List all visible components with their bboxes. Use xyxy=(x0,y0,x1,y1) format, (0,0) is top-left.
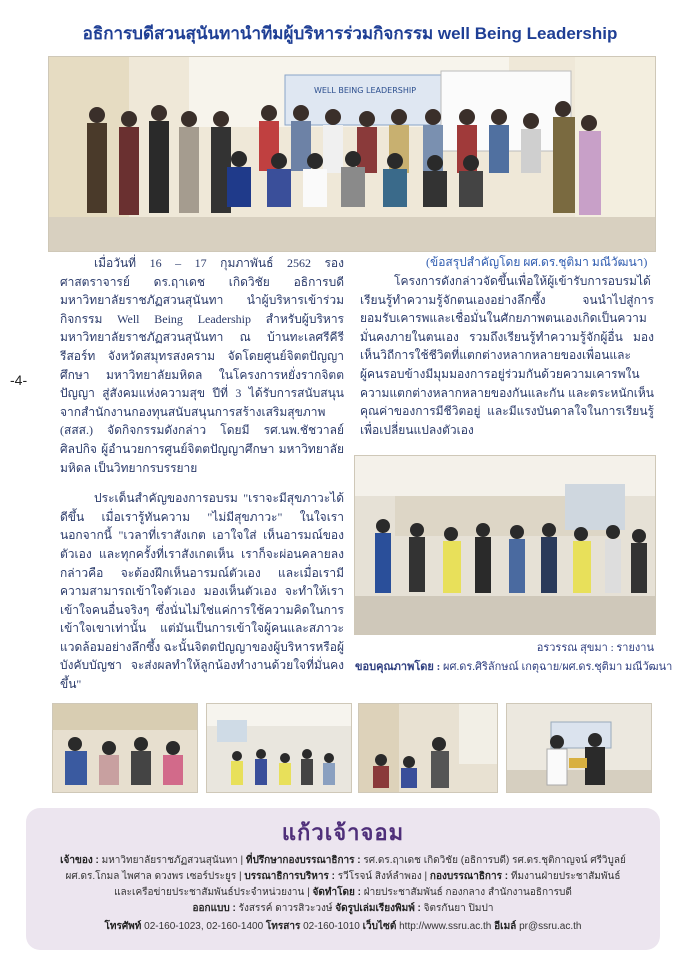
colophon-line-1: เจ้าของ : มหาวิทยาลัยราชภัฏสวนสุนันทา | ที่ปรึกษากองบรรณาธิการ : รศ.ดร.ฤาเดช เกิดวิชัย (อธิการบดี) รศ.ดร.ชุติกาญจน์ ศรีวิบูลย์ xyxy=(60,855,626,866)
phone-label: โทรศัพท์ xyxy=(104,921,142,932)
left-text-column xyxy=(60,254,344,694)
advisor-label: ที่ปรึกษากองบรรณาธิการ : xyxy=(245,855,361,866)
newsletter-title: แก้วเจ้าจอม xyxy=(281,820,405,846)
layout-label: จัดรูปเล่มเรียงพิมพ์ : xyxy=(335,903,421,914)
key-points-paragraph: ประเด็นสำคัญของการอบรม "เราจะมีสุขภาวะได้ดีขึ้น เมื่อเรารู้ทันความ "ไม่มีสุขภาวะ" ในใจเรา นอกจากนี้ "เวลาที่เราสังเกต เอาใจใส่ เห็นอารมณ์ของตัวเอง และทุกครั้งที่เราสังเกตเห็น เราก็จะผ่อนคลายลง กล่าวคือ จะต้องฝึกเห็นอารมณ์ตัวเอง และเมื่อเรามีความสามารถเข้าใจตัวเอง มองเห็นตัวเอง จะทำให้เราเข้าใจคนอื่นจริงๆ ซึ่งนั่นไม่ใช่แค่การใช้ความคิดในการเข้าใจเขาเท่านั้น แต่มันเป็นการเข้าใจผู้คนและสภาวะแวดล้อมอย่างลึกซึ้ง ฉะนั้นจิตตปัญญาของผู้บริหารหรือผู้บังคับบัญชา จะส่งผลทำให้ลูกน้องทำงานด้วยใจที่มั่นคงขึ้น" xyxy=(60,491,344,692)
advisor-value-2: ผศ.ดร.โกมล ไพศาล ดวงพร เซอร์ประยูร xyxy=(65,871,237,882)
article-headline: อธิการบดีสวนสุนันทานำทีมผู้บริหารร่วมกิจกรรม well Being Leadership xyxy=(82,24,618,43)
photo-credit-label: ขอบคุณภาพโดย : xyxy=(355,661,441,673)
fax-value: 02-160-1010 xyxy=(303,921,360,932)
producer-label: จัดทำโดย : xyxy=(312,887,361,898)
email-label: อีเมล์ xyxy=(494,921,517,932)
colophon-box xyxy=(26,808,660,950)
design-label: ออกแบบ : xyxy=(192,903,236,914)
project-paragraph: โครงการดังกล่าวจัดขึ้นเพื่อให้ผู้เข้ารับการอบรมได้เรียนรู้ทำความรู้จักตนเองอย่างลึกซึ้ง จนนำไปสู่การยอมรับเคารพและเชื่อมั่นในศักยภาพตนเองเกิดเป็นความมั่นคงภายในตนเอง รวมถึงเรียนรู้ทำความรู้จักผู้อื่น มองเห็นวิถีการใช้ชีวิตที่แตกต่างหลากหลายของเพื่อนและผู้คนรอบข้างมีมุมมองการอยู่ร่วมกันด้วยความเคารพในความแตกต่างหลากหลายของกันและกัน และตระหนักเห็นคุณค่าของการมีชีวิตอยู่ และมีแรงบันดาลใจในการเรียนรู้เพื่อเปลี่ยนแปลงตัวเอง xyxy=(360,274,654,437)
website-label: เว็บไซต์ xyxy=(362,921,397,932)
page-number: -4- xyxy=(10,372,28,388)
colophon-line-2: ผศ.ดร.โกมล ไพศาล ดวงพร เซอร์ประยูร | บรรณาธิการบริหาร : รวีโรจน์ สิงห์ลำพอง | กองบรรณาธิการ : ทีมงานฝ่ายประชาสัมพันธ์ xyxy=(65,871,621,882)
board-value: ทีมงานฝ่ายประชาสัมพันธ์ xyxy=(510,871,621,882)
fax-label: โทรสาร xyxy=(265,921,301,932)
owner-value: มหาวิทยาลัยราชภัฏสวนสุนันทา xyxy=(101,855,238,866)
bottom-photo-3 xyxy=(358,703,498,793)
main-group-photo xyxy=(48,56,656,252)
producer-value: ฝ่ายประชาสัมพันธ์ กองกลาง สำนักงานอธิการบดี xyxy=(363,887,572,898)
colophon-line-4 xyxy=(34,901,652,916)
bottom-photo-2 xyxy=(206,703,352,793)
photo-credit-names: ผศ.ดร.ศิริลักษณ์ เกตุฉาย/ผศ.ดร.ชุติมา มณีวัฒนา xyxy=(443,661,673,673)
owner-label: เจ้าของ : xyxy=(60,855,99,866)
layout-value: จิตรกันยา ปิมปา xyxy=(423,903,494,914)
design-value: รังสรรค์ ดาวรสิวะวงษ์ xyxy=(238,903,333,914)
editor-value: รวีโรจน์ สิงห์ลำพอง xyxy=(337,871,422,882)
bottom-photo-4 xyxy=(506,703,652,793)
board-label: กองบรรณาธิการ : xyxy=(429,871,509,882)
photo-caption: (ข้อสรุปสำคัญโดย ผศ.ดร.ชุติมา มณีวัฒนา) xyxy=(426,255,648,269)
photo-credit xyxy=(355,657,672,675)
banner-text: WELL BEING LEADERSHIP xyxy=(313,86,417,95)
colophon-line-3: และเครือข่ายประชาสัมพันธ์ประจำหน่วยงาน | จัดทำโดย : ฝ่ายประชาสัมพันธ์ กองกลาง สำนักงานอธิการบดี xyxy=(114,887,572,898)
colophon-contact-line xyxy=(34,919,652,934)
website-link[interactable]: http://www.ssru.ac.th xyxy=(399,921,492,932)
intro-paragraph: เมื่อวันที่ 16 – 17 กุมภาพันธ์ 2562 รองศาสตราจารย์ ดร.ฤาเดช เกิดวิชัย อธิการบดีมหาวิทยาลัยราชภัฏสวนสุนันทา นำผู้บริหารเข้าร่วมกิจกรรม Well Being Leadership สำหรับผู้บริหารมหาวิทยาลัยราชภัฏสวนสุนันทา ณ บ้านทะเลศรีคีรี รีสอร์ท จังหวัดสมุทรสงคราม จัดโดยศูนย์จิตตปัญญาศึกษา มหาวิทยาลัยมหิดล ในโครงการหยั่งรากจิตตปัญญา สู่สังคมแห่งความสุข ปีที่ 3 ได้รับการสนับสนุนจากสำนักงานกองทุนสนับสนุนการสร้างเสริมสุขภาพ (สสส.) จัดกิจกรรมดังกล่าว โดยมี รศ.นพ.ชัชวาลย์ ศิลปกิจ ผู้อำนวยการศูนย์จิตตปัญญาศึกษา มหาวิทยาลัยมหิดล เป็นวิทยากรบรรยาย xyxy=(60,256,344,475)
right-text-column xyxy=(360,272,654,439)
board-value-2: และเครือข่ายประชาสัมพันธ์ประจำหน่วยงาน xyxy=(114,887,305,898)
reporter-credit: อรวรรณ สุขมา : รายงาน xyxy=(536,642,654,654)
editor-label: บรรณาธิการบริหาร : xyxy=(244,871,335,882)
phone-value: 02-160-1023, 02-160-1400 xyxy=(144,921,264,932)
bottom-photo-1 xyxy=(52,703,198,793)
email-link[interactable]: pr@ssru.ac.th xyxy=(519,921,582,932)
activity-photo xyxy=(354,455,656,635)
advisor-value: รศ.ดร.ฤาเดช เกิดวิชัย (อธิการบดี) รศ.ดร.ชุติกาญจน์ ศรีวิบูลย์ xyxy=(363,855,626,866)
